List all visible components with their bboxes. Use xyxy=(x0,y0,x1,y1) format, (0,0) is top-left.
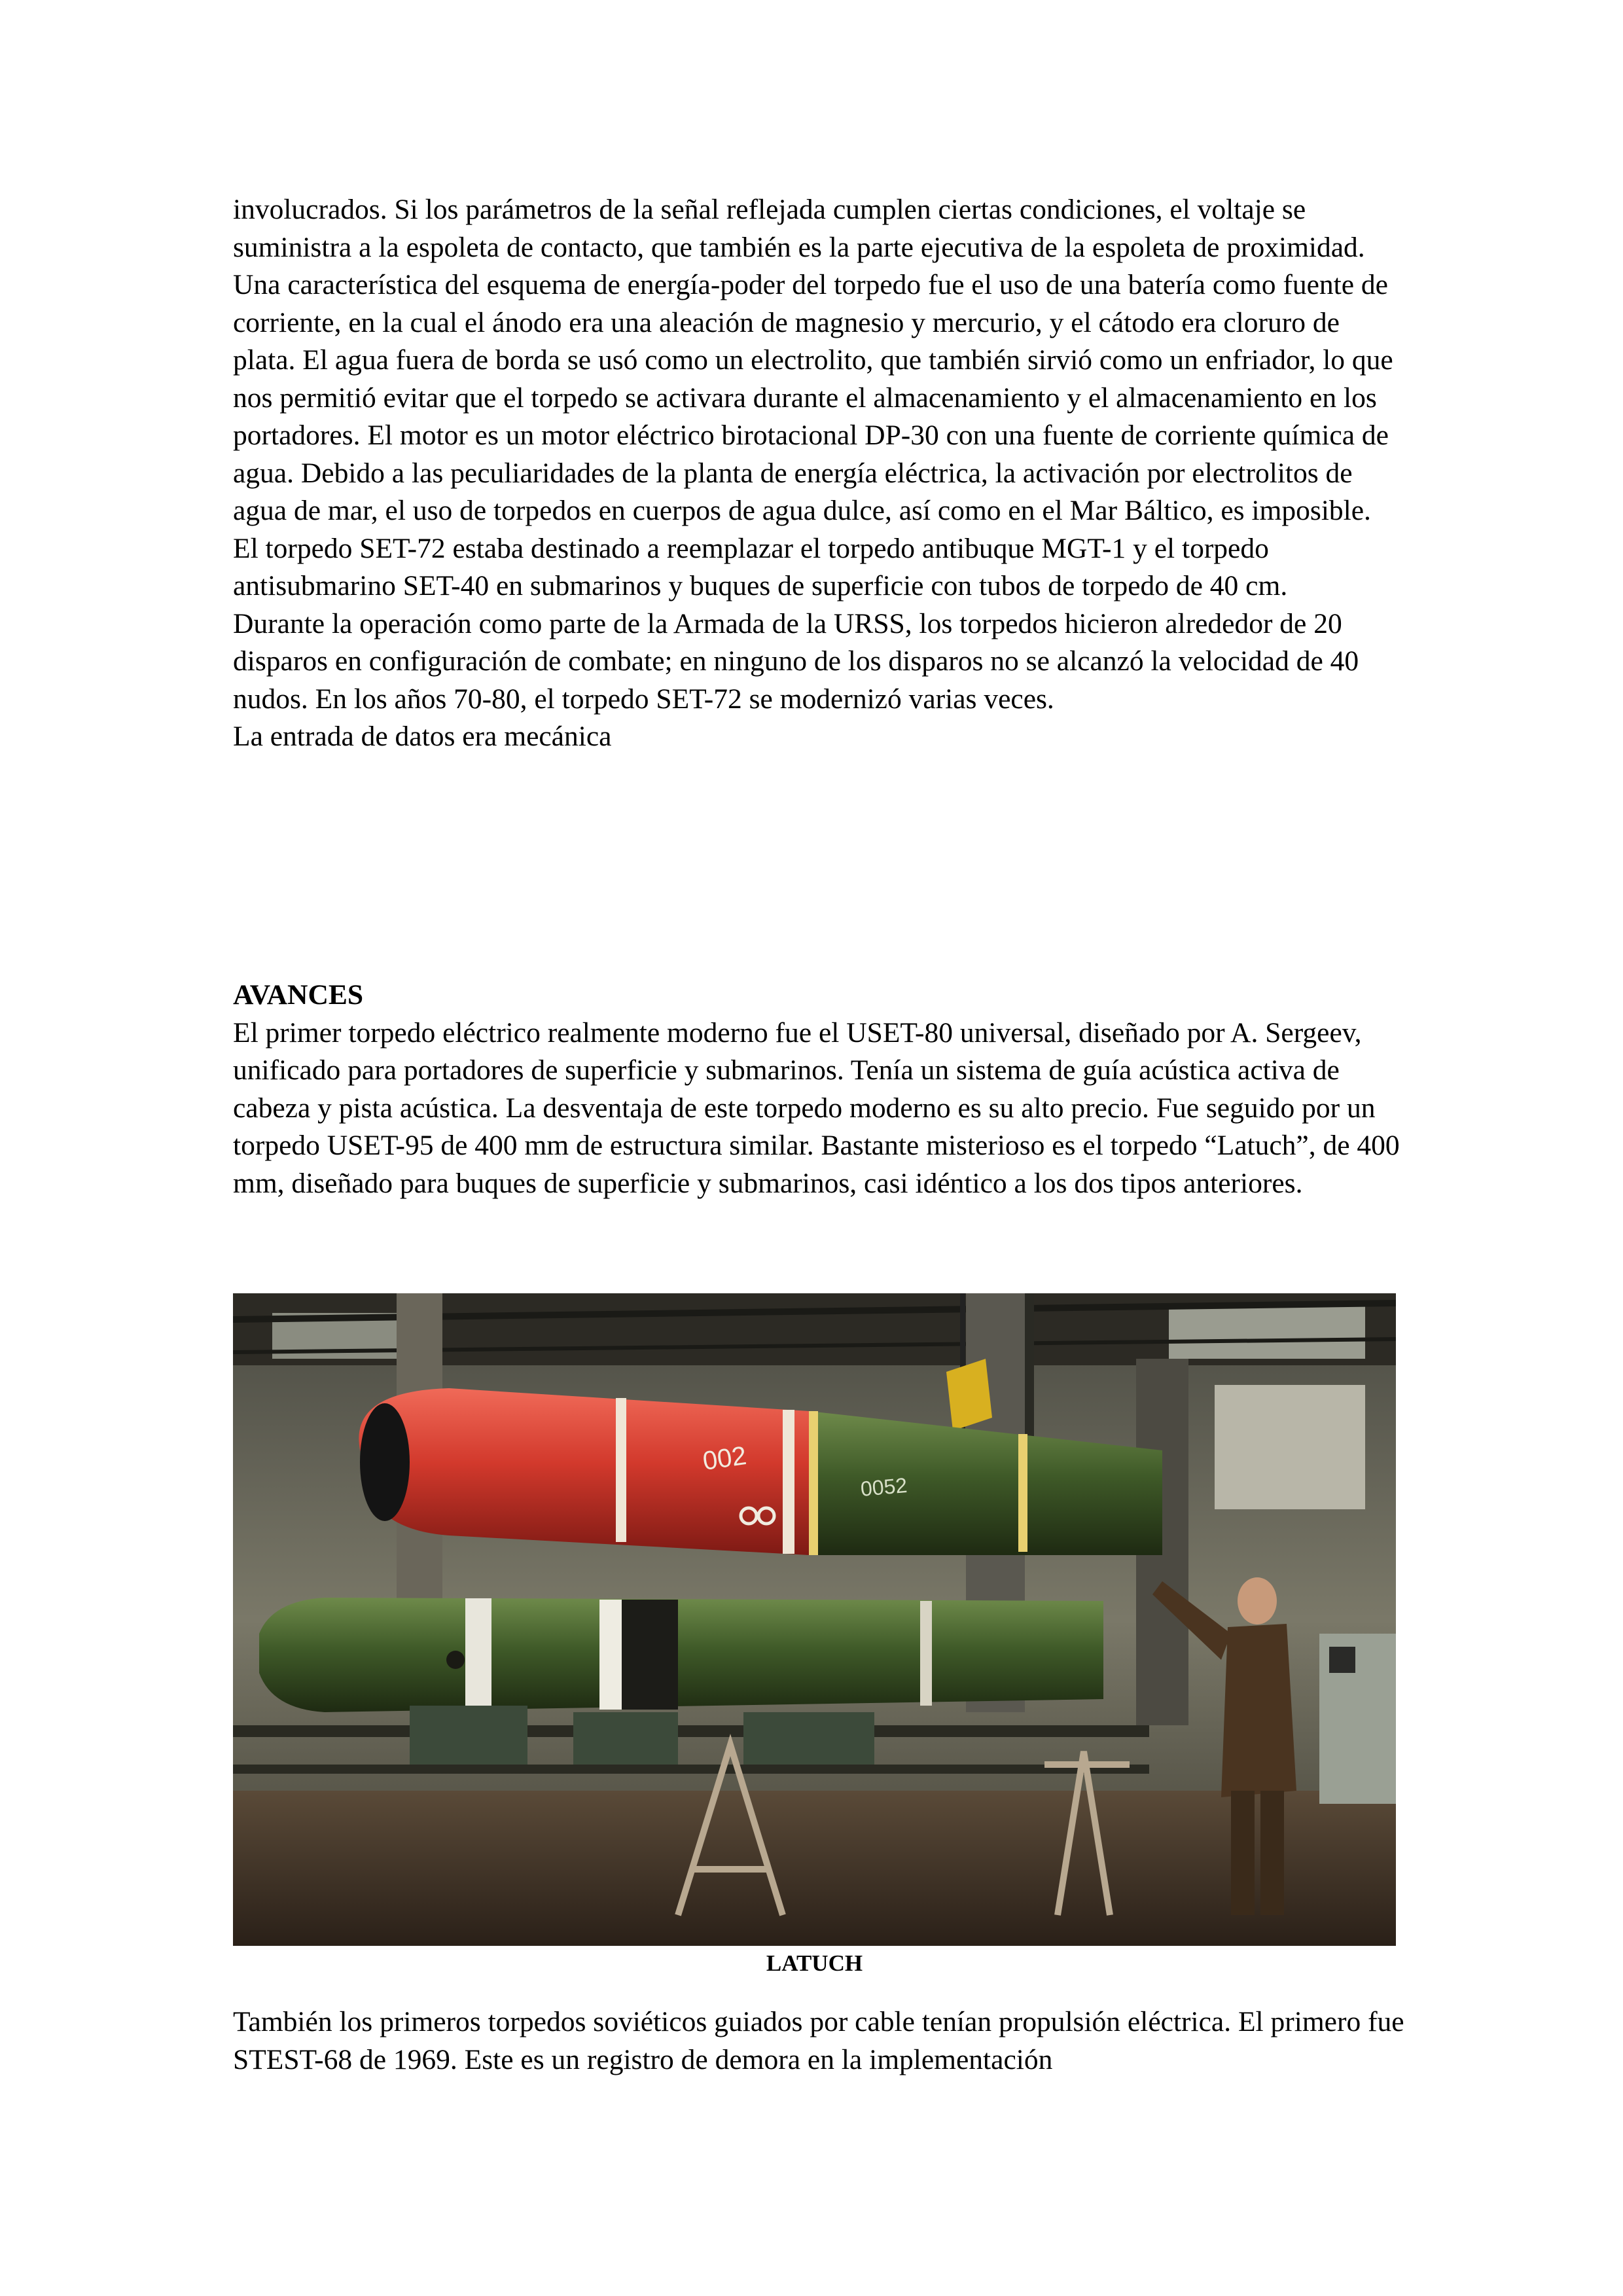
paragraph-operacion: Durante la operación como parte de la Armada de la URSS, los torpedos hicieron alrededor de 20 disparos en configuración de combate; en ninguno de los disparos no se alcanzó la velocidad de 40 nudos. En los años 70-80, el torpedo SET-72 se modernizó varias veces. xyxy=(233,607,1359,715)
paragraph-bateria: Una característica del esquema de energía-poder del torpedo fue el uso de una batería como fuente de corriente, en la cual el ánodo era una aleación de magnesio y mercurio, y el cátodo era cloruro de plata. El agua fuera de borda se usó como un electrolito, que también sirvió como un enfriador, lo que nos permitió evitar que el torpedo se activara durante el almacenamiento y el almacenamiento en los portadores. El motor es un motor eléctrico birotacional DP-30 con una fuente de corriente química de agua. Debido a las peculiaridades de la planta de energía eléctrica, la activación por electrolitos de agua de mar, el uso de torpedos en cuerpos de agua dulce, así como en el Mar Báltico, es imposible. xyxy=(233,269,1393,526)
body-text-top xyxy=(233,191,1404,756)
torpedo-photo xyxy=(233,1293,1396,1946)
paragraph-entrada-datos: La entrada de datos era mecánica xyxy=(233,721,612,752)
paragraph-set72: El torpedo SET-72 estaba destinado a reemplazar el torpedo antibuque MGT-1 y el torpedo antisubmarino SET-40 en submarinos y buques de superficie con tubos de torpedo de 40 cm. xyxy=(233,532,1288,601)
torpedo-marking-red: 002 xyxy=(701,1441,749,1476)
paragraph-involucrados: involucrados. Si los parámetros de la señal reflejada cumplen ciertas condiciones, el voltaje se suministra a la espoleta de contacto, que también es la parte ejecutiva de la espoleta de proximidad. xyxy=(233,194,1365,263)
paragraph-stest68: También los primeros torpedos soviéticos guiados por cable tenían propulsión eléctrica. El primero fue STEST-68 de 1969. Este es un registro de demora en la implementación xyxy=(233,2006,1404,2075)
photo-caption: LATUCH xyxy=(766,1950,863,1976)
paragraph-uset80: El primer torpedo eléctrico realmente moderno fue el USET-80 universal, diseñado por A. Sergeev, unificado para portadores de superficie y submarinos. Tenía un sistema de guía acústica activa de cabeza y pista acústica. La desventaja de este torpedo moderno es su alto precio. Fue seguido por un torpedo USET-95 de 400 mm de estructura similar. Bastante misterioso es el torpedo “Latuch”, de 400 mm, diseñado para buques de superficie y submarinos, casi idéntico a los dos tipos anteriores. xyxy=(233,1016,1400,1199)
section-heading: AVANCES xyxy=(233,979,364,1011)
body-text-bottom xyxy=(233,2003,1404,2079)
avances-section xyxy=(233,977,1404,1202)
torpedo-marking-green: 0052 xyxy=(859,1473,908,1501)
